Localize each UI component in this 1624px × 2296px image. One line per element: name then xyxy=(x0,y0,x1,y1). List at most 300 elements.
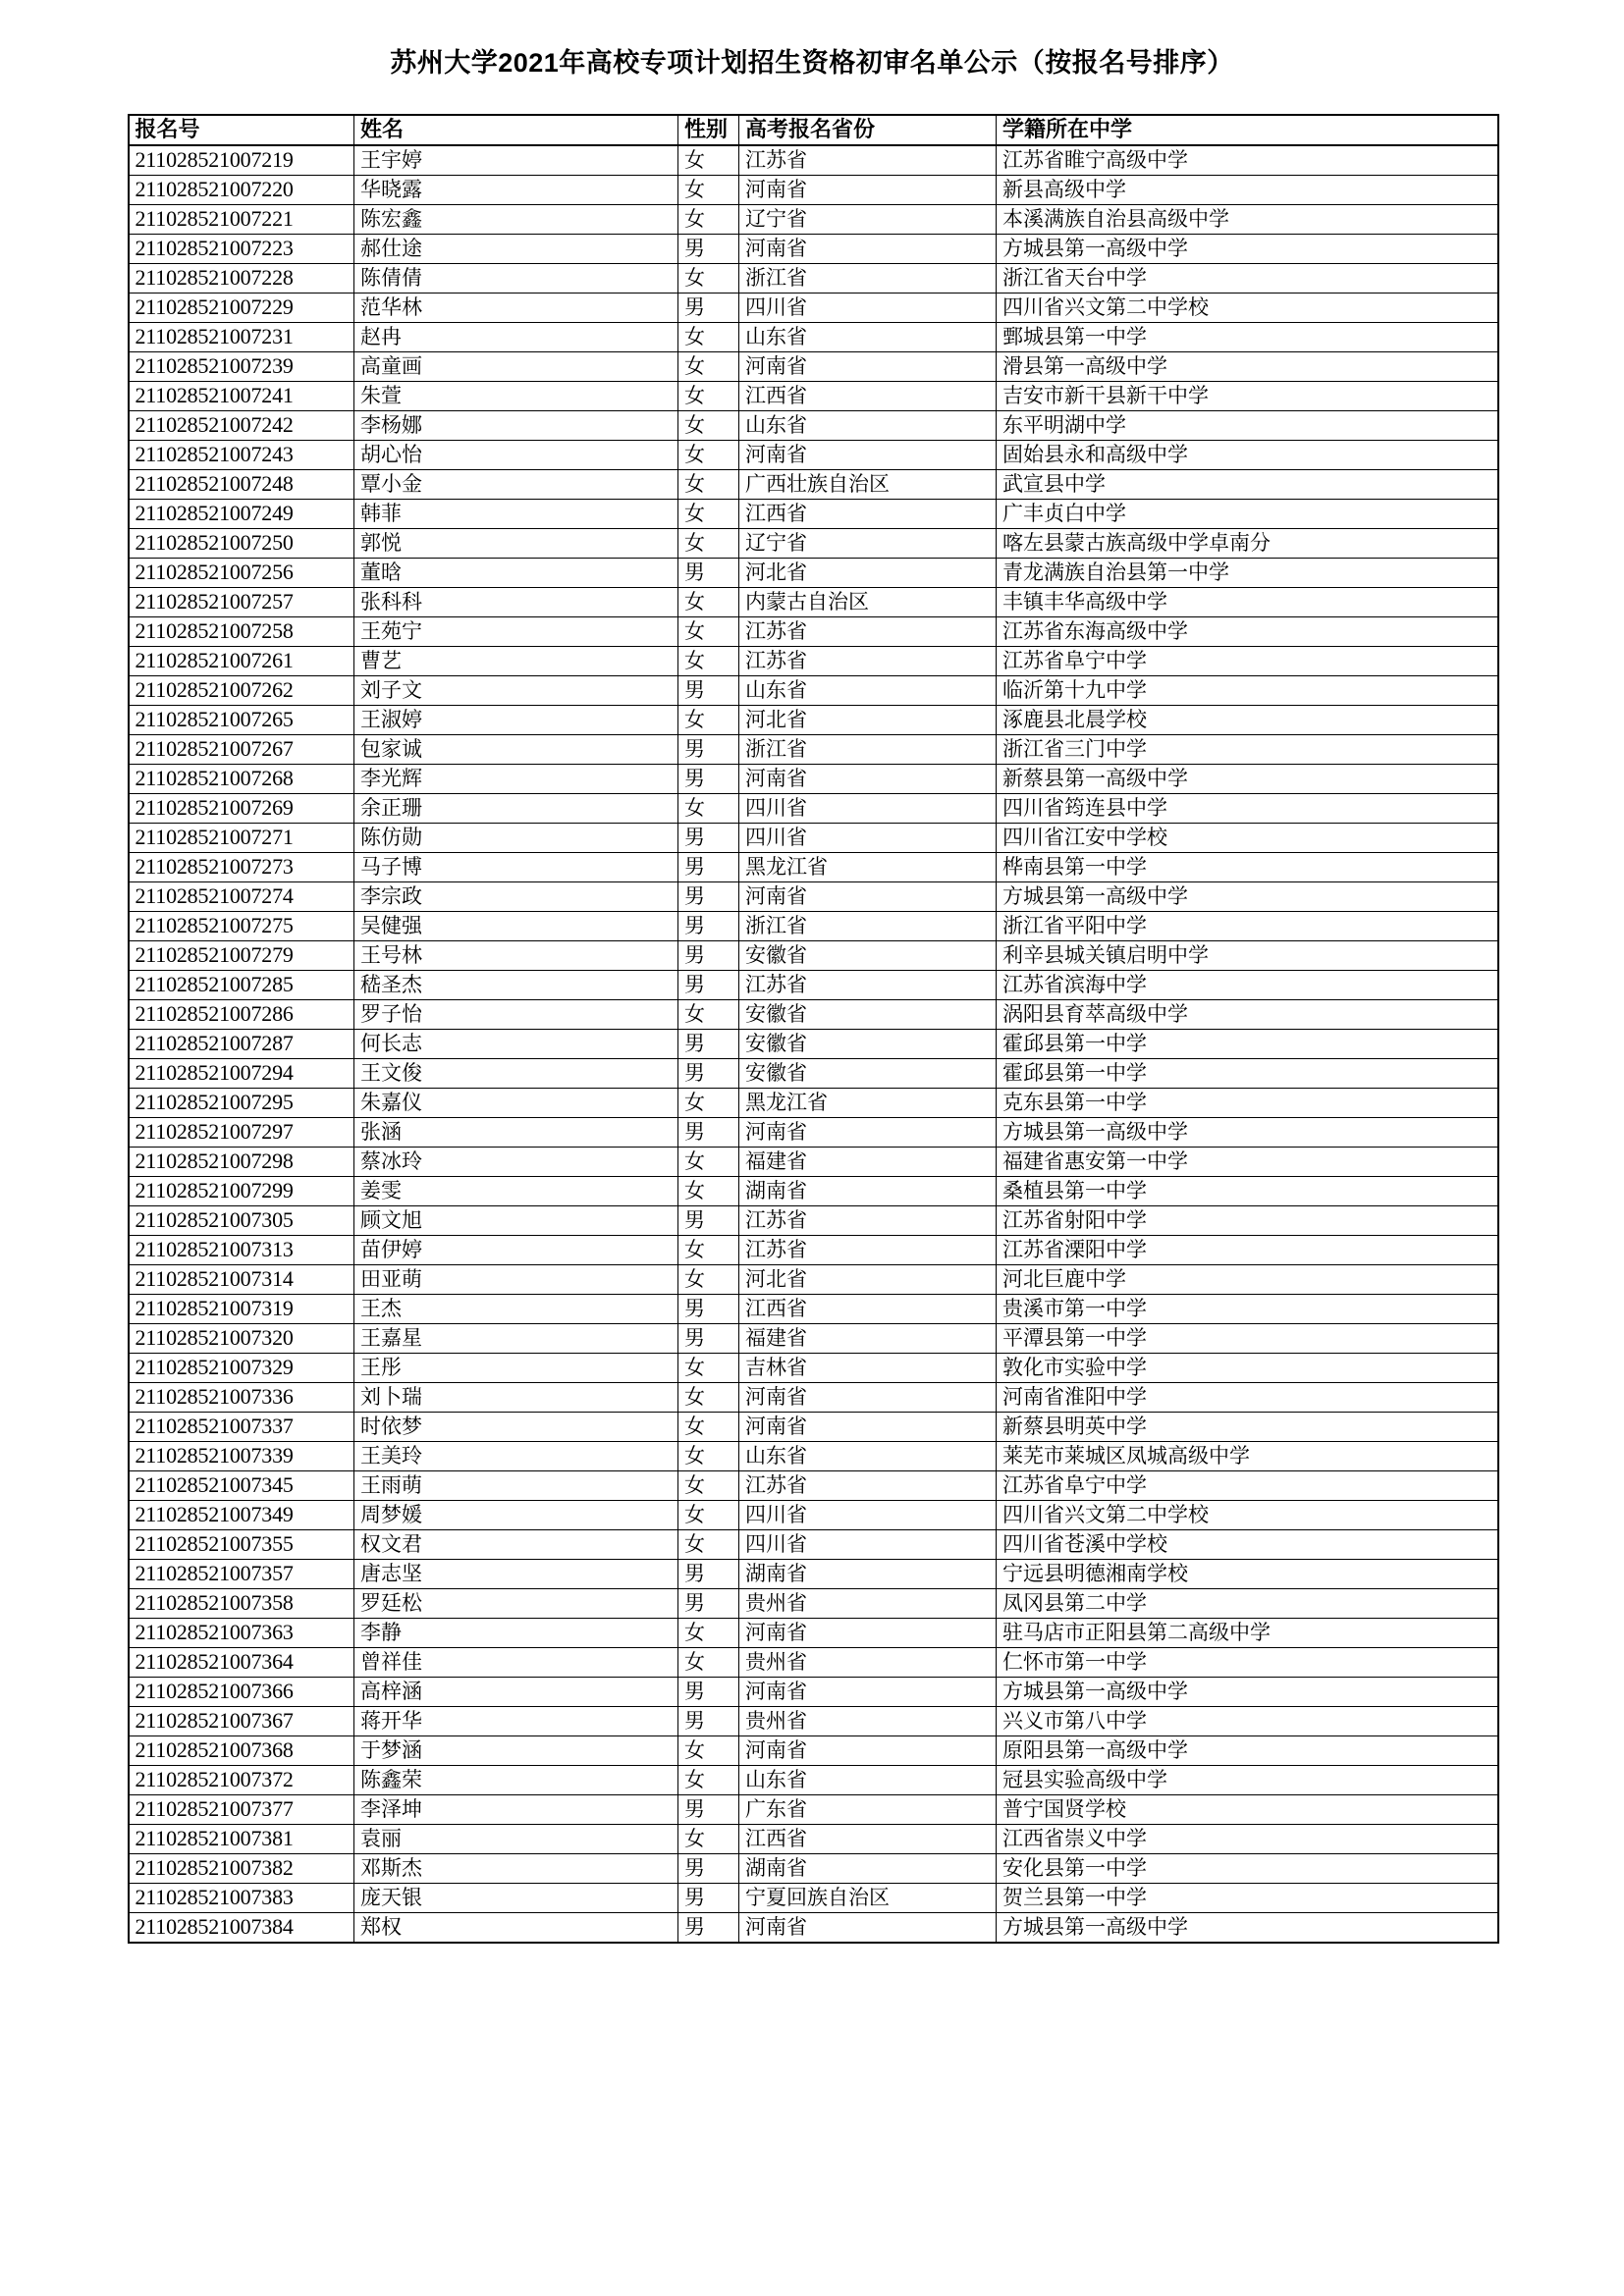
cell-gender: 女 xyxy=(678,382,739,411)
cell-province: 河南省 xyxy=(739,176,997,205)
cell-province: 浙江省 xyxy=(739,264,997,294)
cell-student-name: 苗伊婷 xyxy=(354,1236,678,1265)
cell-registration-number: 211028521007249 xyxy=(129,500,354,529)
table-row xyxy=(129,411,1498,441)
cell-province: 山东省 xyxy=(739,323,997,352)
table-row xyxy=(129,529,1498,559)
cell-registration-number: 211028521007248 xyxy=(129,470,354,500)
cell-student-name: 陈仿勋 xyxy=(354,824,678,853)
table-row xyxy=(129,1413,1498,1442)
cell-gender: 女 xyxy=(678,588,739,617)
cell-school: 江西省崇义中学 xyxy=(997,1825,1498,1854)
cell-school: 浙江省平阳中学 xyxy=(997,912,1498,941)
cell-gender: 男 xyxy=(678,853,739,882)
cell-province: 江西省 xyxy=(739,1825,997,1854)
table-row xyxy=(129,706,1498,735)
cell-province: 福建省 xyxy=(739,1324,997,1354)
cell-registration-number: 211028521007329 xyxy=(129,1354,354,1383)
cell-student-name: 董晗 xyxy=(354,559,678,588)
table-row xyxy=(129,1589,1498,1619)
cell-student-name: 包家诚 xyxy=(354,735,678,765)
cell-school: 贵溪市第一中学 xyxy=(997,1295,1498,1324)
cell-student-name: 罗子怡 xyxy=(354,1000,678,1030)
cell-school: 青龙满族自治县第一中学 xyxy=(997,559,1498,588)
cell-gender: 女 xyxy=(678,1265,739,1295)
cell-gender: 男 xyxy=(678,1913,739,1944)
cell-registration-number: 211028521007267 xyxy=(129,735,354,765)
cell-student-name: 周梦媛 xyxy=(354,1501,678,1530)
cell-school: 冠县实验高级中学 xyxy=(997,1766,1498,1795)
cell-province: 广东省 xyxy=(739,1795,997,1825)
cell-province: 吉林省 xyxy=(739,1354,997,1383)
cell-registration-number: 211028521007221 xyxy=(129,205,354,235)
cell-registration-number: 211028521007337 xyxy=(129,1413,354,1442)
cell-student-name: 顾文旭 xyxy=(354,1206,678,1236)
table-row xyxy=(129,441,1498,470)
cell-registration-number: 211028521007298 xyxy=(129,1148,354,1177)
table-row xyxy=(129,1177,1498,1206)
cell-province: 黑龙江省 xyxy=(739,853,997,882)
cell-province: 安徽省 xyxy=(739,1059,997,1089)
table-row xyxy=(129,1000,1498,1030)
cell-gender: 女 xyxy=(678,617,739,647)
cell-province: 贵州省 xyxy=(739,1707,997,1736)
cell-student-name: 朱萱 xyxy=(354,382,678,411)
cell-school: 霍邱县第一中学 xyxy=(997,1059,1498,1089)
cell-registration-number: 211028521007219 xyxy=(129,145,354,176)
table-row xyxy=(129,470,1498,500)
cell-province: 江西省 xyxy=(739,500,997,529)
table-row xyxy=(129,1442,1498,1471)
cell-gender: 男 xyxy=(678,1589,739,1619)
cell-gender: 男 xyxy=(678,735,739,765)
column-header-gender: 性别 xyxy=(678,115,739,145)
cell-province: 辽宁省 xyxy=(739,205,997,235)
cell-province: 湖南省 xyxy=(739,1854,997,1884)
cell-school: 福建省惠安第一中学 xyxy=(997,1148,1498,1177)
cell-registration-number: 211028521007384 xyxy=(129,1913,354,1944)
cell-student-name: 曾祥佳 xyxy=(354,1648,678,1678)
cell-school: 浙江省三门中学 xyxy=(997,735,1498,765)
cell-school: 临沂第十九中学 xyxy=(997,676,1498,706)
cell-gender: 女 xyxy=(678,176,739,205)
cell-province: 河南省 xyxy=(739,1118,997,1148)
table-row xyxy=(129,1678,1498,1707)
cell-registration-number: 211028521007242 xyxy=(129,411,354,441)
cell-school: 方城县第一高级中学 xyxy=(997,1118,1498,1148)
cell-province: 安徽省 xyxy=(739,941,997,971)
cell-gender: 女 xyxy=(678,470,739,500)
cell-province: 河南省 xyxy=(739,235,997,264)
cell-gender: 女 xyxy=(678,1354,739,1383)
cell-registration-number: 211028521007274 xyxy=(129,882,354,912)
page-title: 苏州大学2021年高校专项计划招生资格初审名单公示（按报名号排序） xyxy=(390,48,1234,78)
cell-registration-number: 211028521007271 xyxy=(129,824,354,853)
cell-school: 江苏省东海高级中学 xyxy=(997,617,1498,647)
cell-school: 江苏省射阳中学 xyxy=(997,1206,1498,1236)
cell-student-name: 于梦涵 xyxy=(354,1736,678,1766)
cell-student-name: 王号林 xyxy=(354,941,678,971)
cell-registration-number: 211028521007229 xyxy=(129,294,354,323)
cell-province: 江苏省 xyxy=(739,647,997,676)
table-row xyxy=(129,1619,1498,1648)
cell-student-name: 邓斯杰 xyxy=(354,1854,678,1884)
cell-registration-number: 211028521007228 xyxy=(129,264,354,294)
cell-registration-number: 211028521007314 xyxy=(129,1265,354,1295)
table-header-row xyxy=(129,115,1498,145)
cell-province: 辽宁省 xyxy=(739,529,997,559)
cell-province: 河南省 xyxy=(739,1736,997,1766)
cell-student-name: 王淑婷 xyxy=(354,706,678,735)
table-row xyxy=(129,1089,1498,1118)
cell-province: 江苏省 xyxy=(739,1471,997,1501)
cell-province: 四川省 xyxy=(739,794,997,824)
table-row xyxy=(129,176,1498,205)
cell-registration-number: 211028521007285 xyxy=(129,971,354,1000)
cell-province: 河南省 xyxy=(739,1413,997,1442)
table-row xyxy=(129,1206,1498,1236)
cell-student-name: 庞天银 xyxy=(354,1884,678,1913)
cell-student-name: 吴健强 xyxy=(354,912,678,941)
cell-gender: 男 xyxy=(678,1707,739,1736)
table-header xyxy=(129,115,1498,145)
cell-student-name: 王文俊 xyxy=(354,1059,678,1089)
cell-gender: 女 xyxy=(678,411,739,441)
cell-province: 江苏省 xyxy=(739,971,997,1000)
cell-registration-number: 211028521007357 xyxy=(129,1560,354,1589)
cell-student-name: 权文君 xyxy=(354,1530,678,1560)
cell-province: 河南省 xyxy=(739,1619,997,1648)
cell-gender: 女 xyxy=(678,500,739,529)
table-row xyxy=(129,1471,1498,1501)
cell-school: 仁怀市第一中学 xyxy=(997,1648,1498,1678)
roster-table-container xyxy=(128,114,1497,1944)
table-row xyxy=(129,235,1498,264)
cell-school: 霍邱县第一中学 xyxy=(997,1030,1498,1059)
cell-school: 丰镇丰华高级中学 xyxy=(997,588,1498,617)
cell-school: 桑植县第一中学 xyxy=(997,1177,1498,1206)
cell-school: 利辛县城关镇启明中学 xyxy=(997,941,1498,971)
cell-gender: 女 xyxy=(678,352,739,382)
cell-province: 安徽省 xyxy=(739,1030,997,1059)
cell-school: 克东县第一中学 xyxy=(997,1089,1498,1118)
cell-student-name: 李泽坤 xyxy=(354,1795,678,1825)
cell-province: 贵州省 xyxy=(739,1589,997,1619)
cell-student-name: 高童画 xyxy=(354,352,678,382)
column-header-name: 姓名 xyxy=(354,115,678,145)
cell-registration-number: 211028521007345 xyxy=(129,1471,354,1501)
cell-school: 凤冈县第二中学 xyxy=(997,1589,1498,1619)
cell-student-name: 罗廷松 xyxy=(354,1589,678,1619)
cell-gender: 女 xyxy=(678,1236,739,1265)
cell-gender: 女 xyxy=(678,1530,739,1560)
table-row xyxy=(129,941,1498,971)
table-row xyxy=(129,588,1498,617)
cell-student-name: 蒋开华 xyxy=(354,1707,678,1736)
table-row xyxy=(129,1501,1498,1530)
cell-registration-number: 211028521007381 xyxy=(129,1825,354,1854)
cell-registration-number: 211028521007355 xyxy=(129,1530,354,1560)
cell-student-name: 何长志 xyxy=(354,1030,678,1059)
cell-province: 湖南省 xyxy=(739,1177,997,1206)
cell-gender: 女 xyxy=(678,1383,739,1413)
cell-gender: 女 xyxy=(678,794,739,824)
cell-school: 四川省苍溪中学校 xyxy=(997,1530,1498,1560)
table-row xyxy=(129,765,1498,794)
cell-student-name: 郑权 xyxy=(354,1913,678,1944)
cell-school: 兴义市第八中学 xyxy=(997,1707,1498,1736)
cell-registration-number: 211028521007319 xyxy=(129,1295,354,1324)
cell-student-name: 曹艺 xyxy=(354,647,678,676)
cell-gender: 男 xyxy=(678,235,739,264)
cell-registration-number: 211028521007257 xyxy=(129,588,354,617)
table-row xyxy=(129,1265,1498,1295)
cell-student-name: 陈倩倩 xyxy=(354,264,678,294)
cell-gender: 女 xyxy=(678,1177,739,1206)
cell-gender: 女 xyxy=(678,205,739,235)
cell-province: 贵州省 xyxy=(739,1648,997,1678)
table-row xyxy=(129,1059,1498,1089)
cell-student-name: 刘子文 xyxy=(354,676,678,706)
cell-school: 固始县永和高级中学 xyxy=(997,441,1498,470)
table-row xyxy=(129,1884,1498,1913)
cell-registration-number: 211028521007231 xyxy=(129,323,354,352)
table-row xyxy=(129,323,1498,352)
cell-student-name: 王雨萌 xyxy=(354,1471,678,1501)
table-row xyxy=(129,1236,1498,1265)
cell-school: 贺兰县第一中学 xyxy=(997,1884,1498,1913)
cell-registration-number: 211028521007243 xyxy=(129,441,354,470)
cell-gender: 女 xyxy=(678,1413,739,1442)
cell-student-name: 郝仕途 xyxy=(354,235,678,264)
cell-student-name: 陈鑫荣 xyxy=(354,1766,678,1795)
cell-school: 四川省兴文第二中学校 xyxy=(997,294,1498,323)
cell-province: 四川省 xyxy=(739,1530,997,1560)
roster-table xyxy=(128,114,1499,1944)
cell-registration-number: 211028521007372 xyxy=(129,1766,354,1795)
cell-school: 河北巨鹿中学 xyxy=(997,1265,1498,1295)
table-row xyxy=(129,205,1498,235)
cell-province: 山东省 xyxy=(739,1766,997,1795)
cell-registration-number: 211028521007275 xyxy=(129,912,354,941)
table-row xyxy=(129,382,1498,411)
cell-student-name: 李宗政 xyxy=(354,882,678,912)
cell-registration-number: 211028521007220 xyxy=(129,176,354,205)
cell-gender: 男 xyxy=(678,1854,739,1884)
table-row xyxy=(129,1648,1498,1678)
cell-school: 驻马店市正阳县第二高级中学 xyxy=(997,1619,1498,1648)
table-row xyxy=(129,500,1498,529)
cell-gender: 女 xyxy=(678,323,739,352)
cell-student-name: 赵冉 xyxy=(354,323,678,352)
cell-school: 喀左县蒙古族高级中学卓南分 xyxy=(997,529,1498,559)
cell-gender: 男 xyxy=(678,1295,739,1324)
cell-registration-number: 211028521007383 xyxy=(129,1884,354,1913)
cell-gender: 女 xyxy=(678,647,739,676)
cell-province: 四川省 xyxy=(739,1501,997,1530)
cell-province: 山东省 xyxy=(739,1442,997,1471)
cell-gender: 男 xyxy=(678,971,739,1000)
cell-student-name: 高梓涵 xyxy=(354,1678,678,1707)
cell-gender: 男 xyxy=(678,1030,739,1059)
cell-gender: 女 xyxy=(678,1148,739,1177)
cell-registration-number: 211028521007363 xyxy=(129,1619,354,1648)
table-row xyxy=(129,559,1498,588)
cell-registration-number: 211028521007223 xyxy=(129,235,354,264)
cell-school: 四川省兴文第二中学校 xyxy=(997,1501,1498,1530)
table-row xyxy=(129,264,1498,294)
cell-school: 浙江省天台中学 xyxy=(997,264,1498,294)
cell-school: 涡阳县育萃高级中学 xyxy=(997,1000,1498,1030)
table-row xyxy=(129,352,1498,382)
cell-province: 湖南省 xyxy=(739,1560,997,1589)
cell-gender: 男 xyxy=(678,824,739,853)
cell-province: 河南省 xyxy=(739,882,997,912)
table-row xyxy=(129,647,1498,676)
table-row xyxy=(129,1030,1498,1059)
cell-school: 本溪满族自治县高级中学 xyxy=(997,205,1498,235)
column-header-id: 报名号 xyxy=(129,115,354,145)
cell-registration-number: 211028521007377 xyxy=(129,1795,354,1825)
cell-registration-number: 211028521007294 xyxy=(129,1059,354,1089)
cell-gender: 女 xyxy=(678,264,739,294)
cell-student-name: 朱嘉仪 xyxy=(354,1089,678,1118)
cell-student-name: 王美玲 xyxy=(354,1442,678,1471)
cell-school: 安化县第一中学 xyxy=(997,1854,1498,1884)
cell-gender: 男 xyxy=(678,294,739,323)
cell-province: 广西壮族自治区 xyxy=(739,470,997,500)
cell-gender: 女 xyxy=(678,1000,739,1030)
cell-province: 河北省 xyxy=(739,1265,997,1295)
cell-student-name: 陈宏鑫 xyxy=(354,205,678,235)
cell-gender: 女 xyxy=(678,145,739,176)
cell-student-name: 李光辉 xyxy=(354,765,678,794)
cell-registration-number: 211028521007273 xyxy=(129,853,354,882)
cell-student-name: 李杨娜 xyxy=(354,411,678,441)
table-row xyxy=(129,1324,1498,1354)
cell-province: 宁夏回族自治区 xyxy=(739,1884,997,1913)
table-row xyxy=(129,971,1498,1000)
cell-school: 宁远县明德湘南学校 xyxy=(997,1560,1498,1589)
cell-school: 江苏省溧阳中学 xyxy=(997,1236,1498,1265)
cell-student-name: 马子博 xyxy=(354,853,678,882)
cell-student-name: 张科科 xyxy=(354,588,678,617)
cell-school: 鄄城县第一中学 xyxy=(997,323,1498,352)
table-row xyxy=(129,1707,1498,1736)
table-row xyxy=(129,1766,1498,1795)
cell-registration-number: 211028521007297 xyxy=(129,1118,354,1148)
cell-province: 浙江省 xyxy=(739,912,997,941)
cell-student-name: 余正珊 xyxy=(354,794,678,824)
cell-registration-number: 211028521007339 xyxy=(129,1442,354,1471)
cell-gender: 男 xyxy=(678,765,739,794)
cell-province: 黑龙江省 xyxy=(739,1089,997,1118)
cell-registration-number: 211028521007269 xyxy=(129,794,354,824)
cell-province: 江西省 xyxy=(739,382,997,411)
table-row xyxy=(129,1736,1498,1766)
table-row xyxy=(129,1118,1498,1148)
table-row xyxy=(129,1530,1498,1560)
table-row xyxy=(129,735,1498,765)
cell-province: 四川省 xyxy=(739,294,997,323)
cell-gender: 女 xyxy=(678,1442,739,1471)
cell-school: 方城县第一高级中学 xyxy=(997,882,1498,912)
cell-registration-number: 211028521007313 xyxy=(129,1236,354,1265)
cell-registration-number: 211028521007358 xyxy=(129,1589,354,1619)
cell-gender: 男 xyxy=(678,1324,739,1354)
cell-school: 四川省筠连县中学 xyxy=(997,794,1498,824)
cell-student-name: 范华林 xyxy=(354,294,678,323)
column-header-school: 学籍所在中学 xyxy=(997,115,1498,145)
cell-student-name: 姜雯 xyxy=(354,1177,678,1206)
cell-student-name: 王彤 xyxy=(354,1354,678,1383)
cell-school: 河南省淮阳中学 xyxy=(997,1383,1498,1413)
cell-school: 普宁国贤学校 xyxy=(997,1795,1498,1825)
cell-school: 江苏省睢宁高级中学 xyxy=(997,145,1498,176)
cell-province: 河南省 xyxy=(739,1383,997,1413)
cell-gender: 男 xyxy=(678,1059,739,1089)
cell-student-name: 韩菲 xyxy=(354,500,678,529)
cell-province: 浙江省 xyxy=(739,735,997,765)
cell-school: 原阳县第一高级中学 xyxy=(997,1736,1498,1766)
cell-school: 新蔡县明英中学 xyxy=(997,1413,1498,1442)
cell-gender: 男 xyxy=(678,676,739,706)
cell-province: 江西省 xyxy=(739,1295,997,1324)
cell-gender: 男 xyxy=(678,559,739,588)
cell-province: 河南省 xyxy=(739,352,997,382)
table-row xyxy=(129,853,1498,882)
table-row xyxy=(129,1383,1498,1413)
cell-gender: 女 xyxy=(678,1825,739,1854)
cell-province: 内蒙古自治区 xyxy=(739,588,997,617)
cell-province: 河南省 xyxy=(739,1678,997,1707)
cell-gender: 女 xyxy=(678,529,739,559)
cell-student-name: 王嘉星 xyxy=(354,1324,678,1354)
cell-gender: 女 xyxy=(678,1648,739,1678)
cell-registration-number: 211028521007364 xyxy=(129,1648,354,1678)
cell-student-name: 田亚萌 xyxy=(354,1265,678,1295)
table-row xyxy=(129,794,1498,824)
cell-student-name: 嵇圣杰 xyxy=(354,971,678,1000)
cell-gender: 男 xyxy=(678,1560,739,1589)
cell-registration-number: 211028521007250 xyxy=(129,529,354,559)
cell-registration-number: 211028521007256 xyxy=(129,559,354,588)
cell-gender: 女 xyxy=(678,706,739,735)
cell-province: 江苏省 xyxy=(739,617,997,647)
table-row xyxy=(129,1854,1498,1884)
cell-registration-number: 211028521007320 xyxy=(129,1324,354,1354)
cell-registration-number: 211028521007367 xyxy=(129,1707,354,1736)
cell-province: 河南省 xyxy=(739,765,997,794)
table-row xyxy=(129,1148,1498,1177)
cell-province: 河南省 xyxy=(739,441,997,470)
cell-registration-number: 211028521007336 xyxy=(129,1383,354,1413)
cell-school: 东平明湖中学 xyxy=(997,411,1498,441)
cell-province: 山东省 xyxy=(739,676,997,706)
cell-student-name: 李静 xyxy=(354,1619,678,1648)
cell-school: 桦南县第一中学 xyxy=(997,853,1498,882)
cell-province: 安徽省 xyxy=(739,1000,997,1030)
cell-school: 方城县第一高级中学 xyxy=(997,235,1498,264)
cell-registration-number: 211028521007279 xyxy=(129,941,354,971)
cell-gender: 女 xyxy=(678,1619,739,1648)
cell-school: 四川省江安中学校 xyxy=(997,824,1498,853)
cell-student-name: 张涵 xyxy=(354,1118,678,1148)
table-row xyxy=(129,1560,1498,1589)
cell-school: 新蔡县第一高级中学 xyxy=(997,765,1498,794)
cell-province: 江苏省 xyxy=(739,1206,997,1236)
cell-registration-number: 211028521007262 xyxy=(129,676,354,706)
